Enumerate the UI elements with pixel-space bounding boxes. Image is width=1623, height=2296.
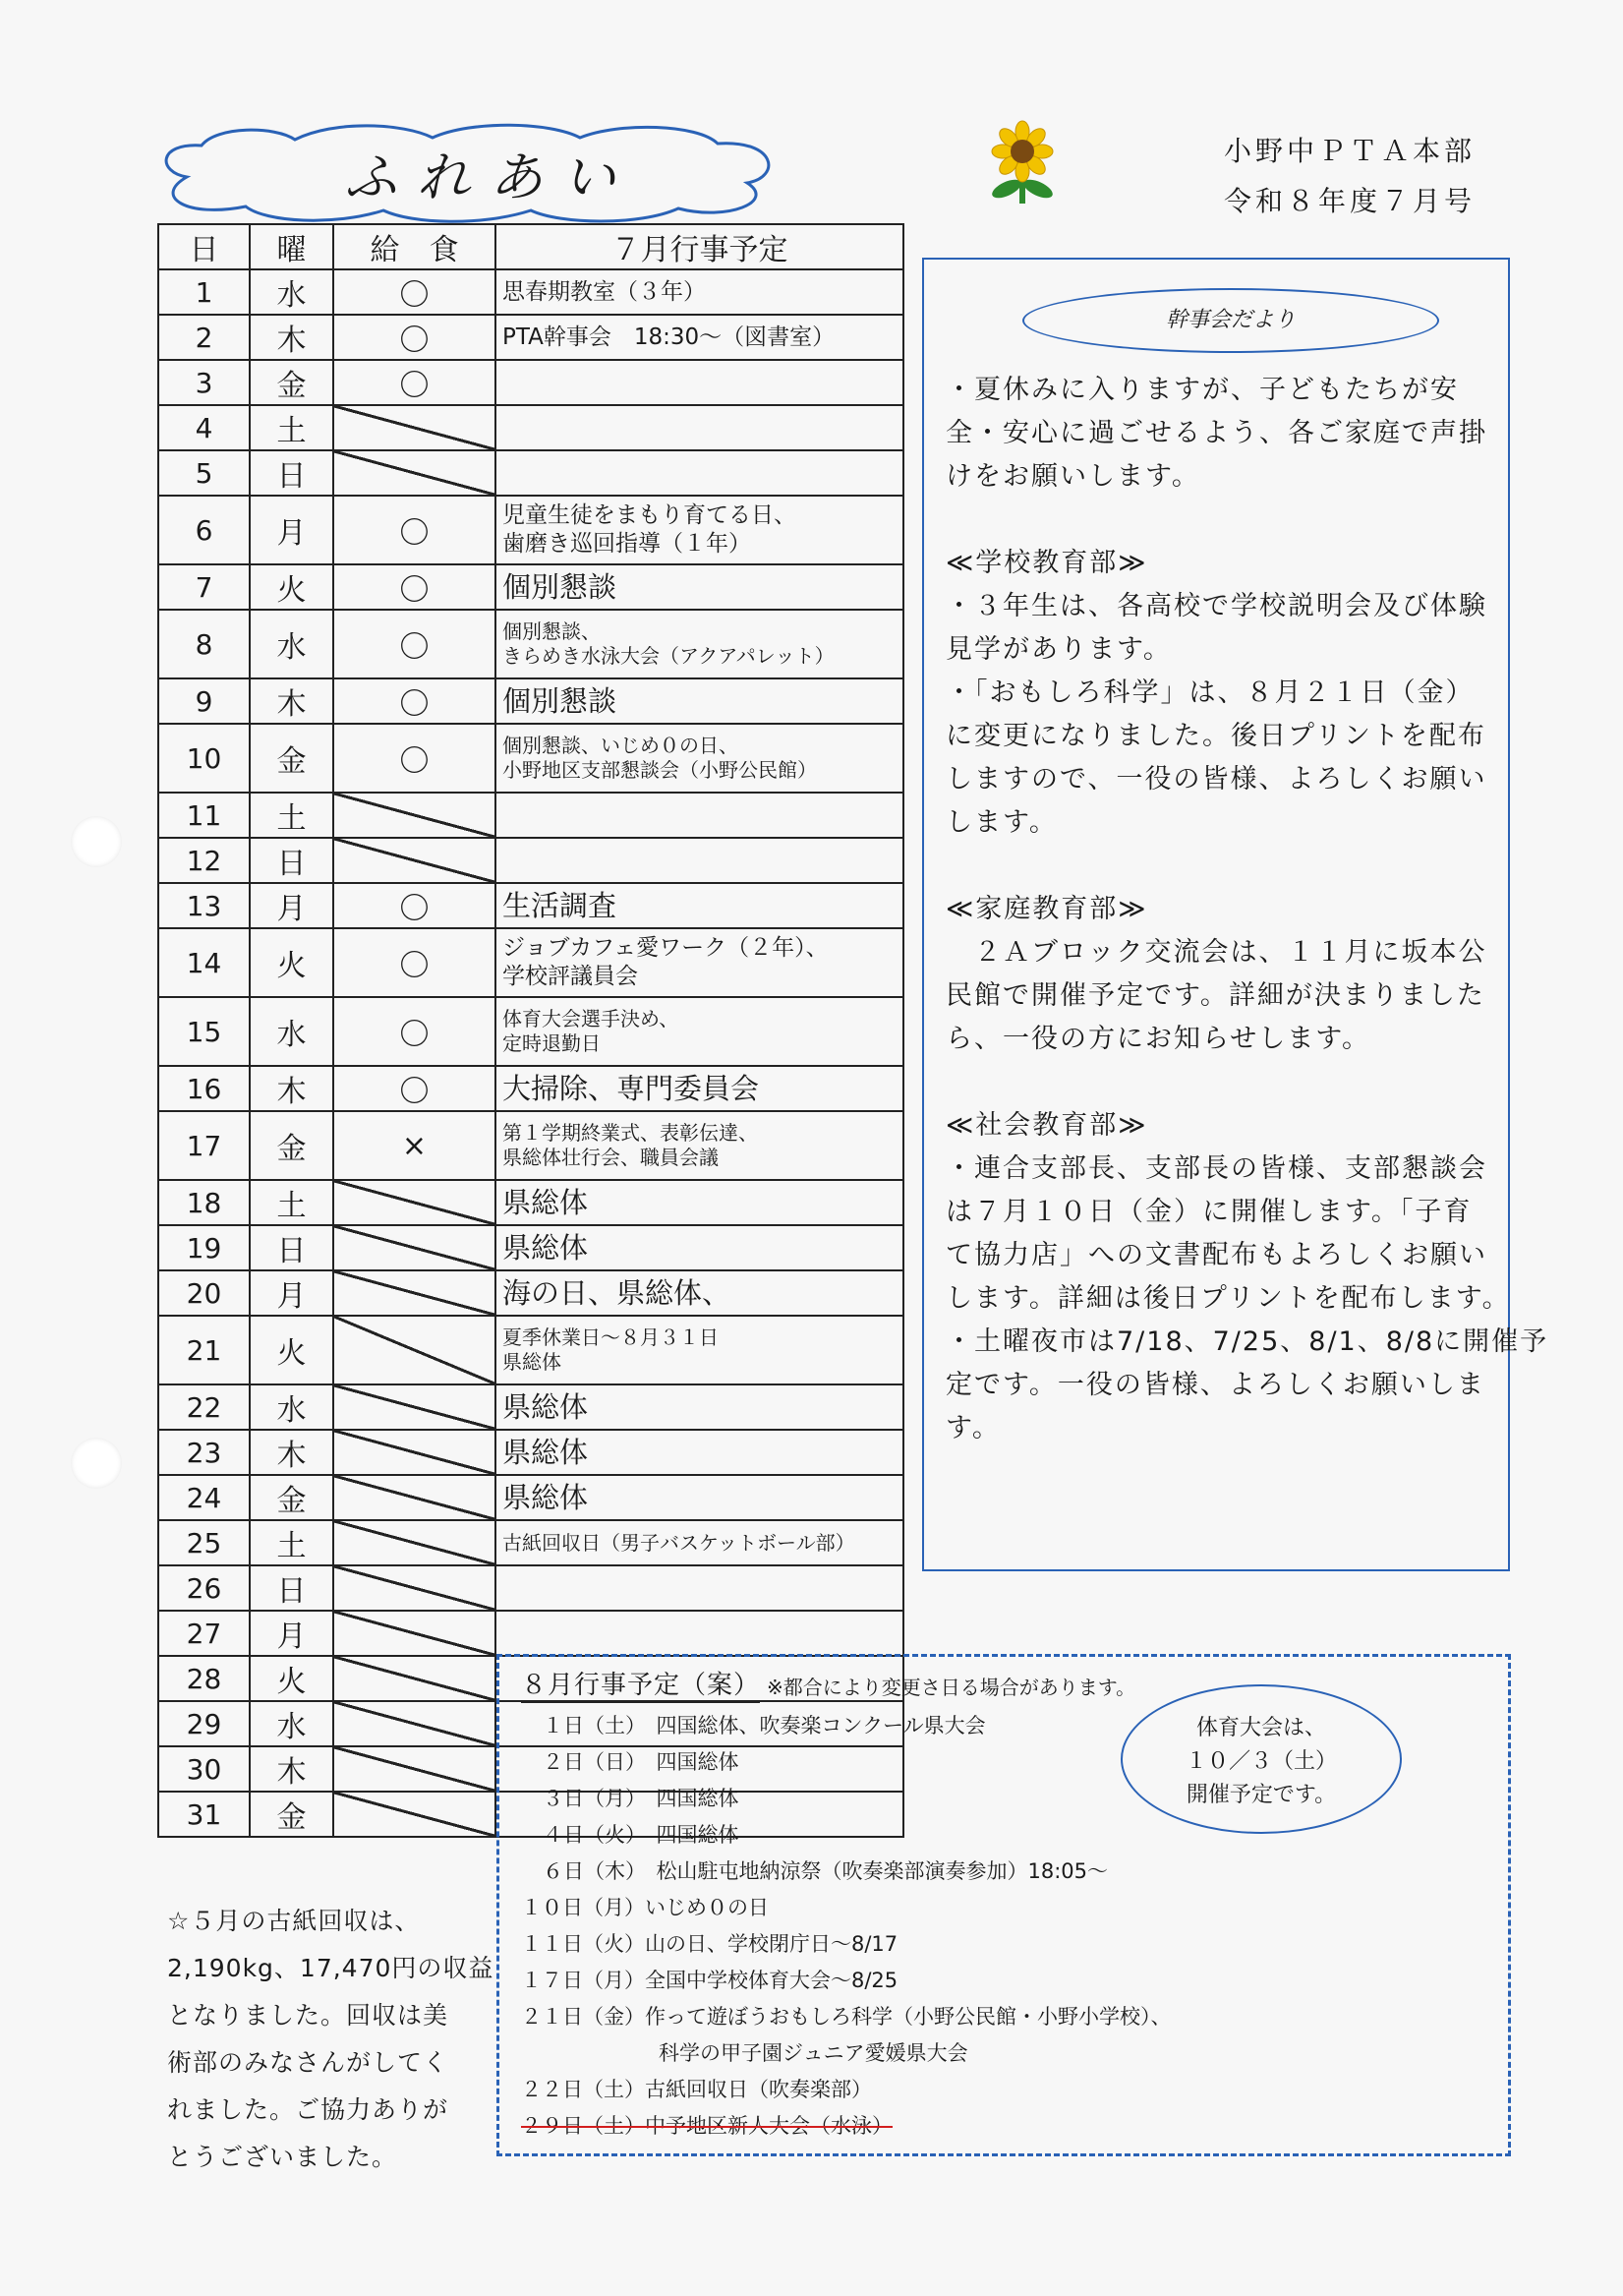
calendar-weekday: 日: [250, 1565, 333, 1611]
calendar-meal: 〇: [333, 997, 495, 1066]
calendar-meal: [333, 1520, 495, 1565]
calendar-event: 児童生徒をまもり育てる日、: [502, 502, 796, 529]
august-item: ６日（木） 松山駐屯地納涼祭（吹奏楽部演奏参加）18:05～: [543, 1859, 1109, 1883]
calendar-meal: 〇: [333, 564, 495, 610]
calendar-weekday: 水: [250, 610, 333, 678]
calendar-event: 個別懇談: [502, 683, 617, 718]
organization-name: 小野中ＰＴＡ本部: [1224, 135, 1477, 167]
calendar-weekday: 木: [250, 1746, 333, 1792]
calendar-weekday: 木: [250, 315, 333, 360]
calendar-day: 15: [158, 997, 250, 1066]
kanji-news-line: て協力店」への文書配布もよろしくお願い: [946, 1240, 1487, 1270]
kanji-news-text: [946, 369, 1549, 1450]
calendar-event: 古紙回収日（男子バスケットボール部）: [502, 1530, 855, 1555]
calendar-meal: 〇: [333, 610, 495, 678]
calendar-events: [495, 1611, 903, 1656]
calendar-events: [495, 838, 903, 883]
calendar-row: [158, 1180, 903, 1225]
calendar-events: [495, 269, 903, 315]
august-item: １１日（火）山の日、学校閉庁日～8/17: [521, 1932, 898, 1956]
header-meal: 給 食: [333, 224, 495, 269]
calendar-meal: [333, 1565, 495, 1611]
calendar-event: 小野地区支部懇談会（小野公民館）: [502, 758, 817, 782]
calendar-row: [158, 1475, 903, 1520]
calendar-day: 23: [158, 1430, 250, 1475]
calendar-weekday: 火: [250, 564, 333, 610]
calendar-meal: 〇: [333, 1066, 495, 1111]
calendar-event: 県総体壮行会、職員会議: [502, 1146, 719, 1169]
calendar-event: 思春期教室（３年）: [502, 278, 706, 305]
note-line: ☆５月の古紙回収は、: [167, 1907, 421, 1935]
calendar-row: [158, 315, 903, 360]
calendar-weekday: 土: [250, 405, 333, 450]
calendar-weekday: 水: [250, 997, 333, 1066]
calendar-event: 個別懇談、: [502, 619, 601, 643]
calendar-row: [158, 405, 903, 450]
calendar-row: [158, 724, 903, 793]
calendar-event: 生活調査: [502, 888, 617, 922]
calendar-day: 25: [158, 1520, 250, 1565]
calendar-event: 県総体: [502, 1435, 589, 1469]
calendar-meal: 〇: [333, 315, 495, 360]
calendar-weekday: 木: [250, 1430, 333, 1475]
paragraph-gap: [946, 1061, 1496, 1104]
calendar-event: ジョブカフェ愛ワーク（２年）、: [502, 935, 829, 962]
august-schedule-note: ※都合により変更さ日る場合があります。: [767, 1676, 1136, 1699]
sunflower-icon: [983, 120, 1062, 208]
calendar-events: [495, 928, 903, 997]
calendar-events: [495, 678, 903, 724]
calendar-day: 1: [158, 269, 250, 315]
august-item: ４日（火） 四国総体: [543, 1823, 739, 1847]
note-line: れました。ご協力ありが: [167, 2095, 449, 2124]
note-line: とうございました。: [167, 2143, 398, 2171]
calendar-day: 7: [158, 564, 250, 610]
calendar-row: [158, 1316, 903, 1384]
calendar-day: 19: [158, 1225, 250, 1270]
calendar-meal: 〇: [333, 883, 495, 928]
calendar-meal: [333, 405, 495, 450]
calendar-meal: [333, 1384, 495, 1430]
kanji-news-line: ≪家庭教育部≫: [946, 894, 1148, 924]
calendar-events: [495, 610, 903, 678]
calendar-events: [495, 405, 903, 450]
calendar-weekday: 木: [250, 678, 333, 724]
calendar-meal: [333, 1746, 495, 1792]
calendar-events: [495, 1475, 903, 1520]
calendar-events: [495, 724, 903, 793]
calendar-day: 29: [158, 1701, 250, 1746]
sports-day-bubble: [1121, 1684, 1402, 1834]
august-schedule-list: [521, 1708, 1172, 2145]
calendar-day: 17: [158, 1111, 250, 1180]
kanji-news-line: ・３年生は、各高校で学校説明会及び体験: [946, 591, 1487, 621]
paragraph-gap: [946, 845, 1496, 888]
calendar-weekday: 木: [250, 1066, 333, 1111]
calendar-meal: 〇: [333, 496, 495, 564]
calendar-row: [158, 1565, 903, 1611]
july-calendar-table: [157, 223, 904, 1838]
calendar-row: [158, 1611, 903, 1656]
august-item: ２２日（土）古紙回収日（吹奏楽部）: [521, 2078, 872, 2101]
calendar-day: 26: [158, 1565, 250, 1611]
calendar-weekday: 月: [250, 1611, 333, 1656]
calendar-meal: [333, 1180, 495, 1225]
calendar-meal: [333, 450, 495, 496]
kanji-news-line: ・連合支部長、支部長の皆様、支部懇談会: [946, 1153, 1487, 1184]
calendar-weekday: 月: [250, 496, 333, 564]
kanji-news-line: ・夏休みに入りますが、子どもたちが安: [946, 375, 1459, 405]
calendar-events: [495, 1384, 903, 1430]
calendar-weekday: 土: [250, 1180, 333, 1225]
calendar-row: [158, 883, 903, 928]
calendar-row: [158, 1225, 903, 1270]
calendar-event: PTA幹事会 18:30～（図書室）: [502, 324, 836, 350]
august-schedule-title: ８月行事予定（案）: [521, 1665, 760, 1703]
calendar-event: 海の日、県総体、: [502, 1275, 731, 1310]
calendar-weekday: 火: [250, 1316, 333, 1384]
calendar-meal: [333, 793, 495, 838]
kanji-news-badge: 幹事会だより: [1022, 288, 1439, 353]
calendar-day: 8: [158, 610, 250, 678]
august-item: １０日（月）いじめ０の日: [521, 1896, 769, 1919]
calendar-weekday: 月: [250, 1270, 333, 1316]
calendar-meal: [333, 838, 495, 883]
calendar-meal: [333, 1316, 495, 1384]
calendar-weekday: 金: [250, 1111, 333, 1180]
calendar-row: [158, 793, 903, 838]
calendar-events: [495, 450, 903, 496]
calendar-meal: 〇: [333, 269, 495, 315]
calendar-row: [158, 496, 903, 564]
calendar-meal: 〇: [333, 724, 495, 793]
calendar-events: [495, 793, 903, 838]
kanji-news-line: けをお願いします。: [946, 461, 1200, 492]
calendar-day: 21: [158, 1316, 250, 1384]
kanji-news-line: 定です。一役の皆様、よろしくお願いしま: [946, 1370, 1485, 1400]
calendar-events: [495, 1111, 903, 1180]
header-weekday: 曜: [250, 224, 333, 269]
calendar-events: [495, 883, 903, 928]
calendar-day: 30: [158, 1746, 250, 1792]
kanji-news-line: します。: [946, 807, 1058, 838]
calendar-events: [495, 1180, 903, 1225]
kanji-news-line: します。詳細は後日プリントを配布します。: [946, 1283, 1511, 1314]
calendar-event: 県総体: [502, 1185, 589, 1219]
kanji-news-line: しますので、一役の皆様、よろしくお願い: [946, 764, 1487, 795]
august-item: ３日（月） 四国総体: [543, 1787, 739, 1810]
august-item: １日（土） 四国総体、吹奏楽コンクール県大会: [543, 1714, 986, 1737]
calendar-events: [495, 1430, 903, 1475]
calendar-day: 2: [158, 315, 250, 360]
calendar-row: [158, 269, 903, 315]
calendar-day: 10: [158, 724, 250, 793]
calendar-row: [158, 1430, 903, 1475]
calendar-row: [158, 1270, 903, 1316]
calendar-weekday: 金: [250, 360, 333, 405]
calendar-day: 16: [158, 1066, 250, 1111]
calendar-meal: [333, 1792, 495, 1837]
punch-hole-top: [71, 816, 122, 867]
calendar-event: 定時退勤日: [502, 1031, 601, 1055]
kanji-news-line: は７月１０日（金）に開催します。「子育: [946, 1197, 1473, 1227]
header-day: 日: [158, 224, 250, 269]
calendar-row: [158, 1111, 903, 1180]
calendar-day: 14: [158, 928, 250, 997]
calendar-event: 個別懇談: [502, 569, 617, 604]
kanji-news-line: ・「おもしろ科学」は、８月２１日（金）: [946, 677, 1475, 708]
calendar-weekday: 火: [250, 928, 333, 997]
calendar-meal: 〇: [333, 360, 495, 405]
kanji-news-line: ２Ａブロック交流会は、１１月に坂本公: [946, 937, 1487, 968]
calendar-meal: [333, 1475, 495, 1520]
calendar-day: 5: [158, 450, 250, 496]
calendar-events: [495, 1066, 903, 1111]
calendar-event: 体育大会選手決め、: [502, 1007, 679, 1030]
calendar-event: 夏季休業日～８月３１日: [502, 1325, 719, 1349]
calendar-weekday: 月: [250, 883, 333, 928]
sports-day-line: １０／３（土）: [1185, 1749, 1337, 1774]
paper-recycling-note: [167, 1898, 494, 2181]
calendar-day: 20: [158, 1270, 250, 1316]
sports-day-line: 体育大会は、: [1195, 1716, 1326, 1740]
kanji-news-line: ら、一役の方にお知らせします。: [946, 1024, 1371, 1054]
calendar-weekday: 水: [250, 269, 333, 315]
calendar-meal: [333, 1611, 495, 1656]
calendar-event: きらめき水泳大会（アクアパレット）: [502, 644, 835, 668]
calendar-meal: [333, 1656, 495, 1701]
calendar-weekday: 日: [250, 838, 333, 883]
issue-label: 令和８年度７月号: [1224, 185, 1477, 217]
calendar-row: [158, 450, 903, 496]
kanji-news-line: ≪学校教育部≫: [946, 548, 1148, 578]
kanji-news-line: 民館で開催予定です。詳細が決まりました: [946, 980, 1485, 1011]
calendar-events: [495, 1225, 903, 1270]
calendar-weekday: 金: [250, 1792, 333, 1837]
calendar-day: 11: [158, 793, 250, 838]
calendar-events: [495, 360, 903, 405]
calendar-day: 6: [158, 496, 250, 564]
calendar-day: 4: [158, 405, 250, 450]
calendar-weekday: 土: [250, 793, 333, 838]
calendar-row: [158, 838, 903, 883]
calendar-events: [495, 1316, 903, 1384]
august-item: １７日（月）全国中学校体育大会～8/25: [521, 1969, 898, 1992]
calendar-weekday: 日: [250, 450, 333, 496]
calendar-events: [495, 496, 903, 564]
calendar-weekday: 火: [250, 1656, 333, 1701]
calendar-day: 24: [158, 1475, 250, 1520]
calendar-events: [495, 1520, 903, 1565]
calendar-weekday: 土: [250, 1520, 333, 1565]
calendar-day: 27: [158, 1611, 250, 1656]
calendar-meal: [333, 1270, 495, 1316]
august-item: ２日（日） 四国総体: [543, 1750, 739, 1774]
calendar-day: 12: [158, 838, 250, 883]
calendar-events: [495, 1270, 903, 1316]
calendar-day: 9: [158, 678, 250, 724]
kanji-news-line: に変更になりました。後日プリントを配布: [946, 721, 1486, 751]
calendar-event: 県総体: [502, 1230, 589, 1265]
calendar-row: [158, 997, 903, 1066]
calendar-header-row: [158, 224, 903, 269]
calendar-day: 3: [158, 360, 250, 405]
august-item: ２１日（金）作って遊ぼうおもしろ科学（小野公民館・小野小学校）、: [521, 2005, 1172, 2029]
calendar-weekday: 金: [250, 724, 333, 793]
calendar-events: [495, 997, 903, 1066]
calendar-meal: ×: [333, 1111, 495, 1180]
calendar-row: [158, 928, 903, 997]
calendar-meal: 〇: [333, 678, 495, 724]
calendar-weekday: 水: [250, 1701, 333, 1746]
calendar-row: [158, 360, 903, 405]
kanji-news-line: ・土曜夜市は7/18、7/25、8/1、8/8に開催予: [946, 1326, 1549, 1357]
calendar-event: 個別懇談、いじめ０の日、: [502, 734, 738, 757]
note-line: 術部のみなさんがしてく: [167, 2048, 449, 2077]
calendar-meal: [333, 1701, 495, 1746]
calendar-weekday: 日: [250, 1225, 333, 1270]
calendar-event: 第１学期終業式、表彰伝達、: [502, 1121, 758, 1145]
calendar-day: 18: [158, 1180, 250, 1225]
header-events: ７月行事予定: [495, 224, 903, 269]
calendar-events: [495, 1565, 903, 1611]
calendar-events: [495, 564, 903, 610]
calendar-day: 31: [158, 1792, 250, 1837]
calendar-row: [158, 1520, 903, 1565]
calendar-event: 県総体: [502, 1480, 589, 1514]
punch-hole-bottom: [71, 1438, 122, 1489]
calendar-weekday: 金: [250, 1475, 333, 1520]
kanji-news-line: ≪社会教育部≫: [946, 1110, 1148, 1141]
august-item: ２９日（土）中予地区新人大会（水泳）: [521, 2114, 893, 2138]
kanji-news-line: 見学があります。: [946, 634, 1172, 665]
calendar-row: [158, 1384, 903, 1430]
sports-day-line: 開催予定です。: [1186, 1783, 1337, 1807]
note-line: となりました。回収は美: [167, 2001, 449, 2030]
calendar-weekday: 水: [250, 1384, 333, 1430]
newsletter-title: ふれあい: [344, 147, 635, 208]
calendar-event: 歯磨き巡回指導（１年）: [502, 531, 751, 557]
kanji-news-line: す。: [946, 1413, 1001, 1443]
calendar-meal: [333, 1430, 495, 1475]
august-item: 科学の甲子園ジュニア愛媛県大会: [659, 2041, 968, 2065]
calendar-event: 大掃除、専門委員会: [502, 1071, 760, 1105]
calendar-meal: [333, 1225, 495, 1270]
calendar-row: [158, 610, 903, 678]
calendar-meal: 〇: [333, 928, 495, 997]
kanji-news-line: 全・安心に過ごせるよう、各ご家庭で声掛: [946, 418, 1487, 448]
calendar-event: 県総体: [502, 1350, 561, 1374]
note-line: 2,190kg、17,470円の収益: [167, 1954, 494, 1982]
calendar-row: [158, 1066, 903, 1111]
calendar-row: [158, 564, 903, 610]
calendar-row: [158, 678, 903, 724]
calendar-day: 28: [158, 1656, 250, 1701]
calendar-events: [495, 315, 903, 360]
paragraph-gap: [946, 499, 1496, 542]
calendar-event: 県総体: [502, 1389, 589, 1424]
calendar-day: 13: [158, 883, 250, 928]
calendar-event: 学校評議員会: [502, 964, 638, 989]
calendar-day: 22: [158, 1384, 250, 1430]
